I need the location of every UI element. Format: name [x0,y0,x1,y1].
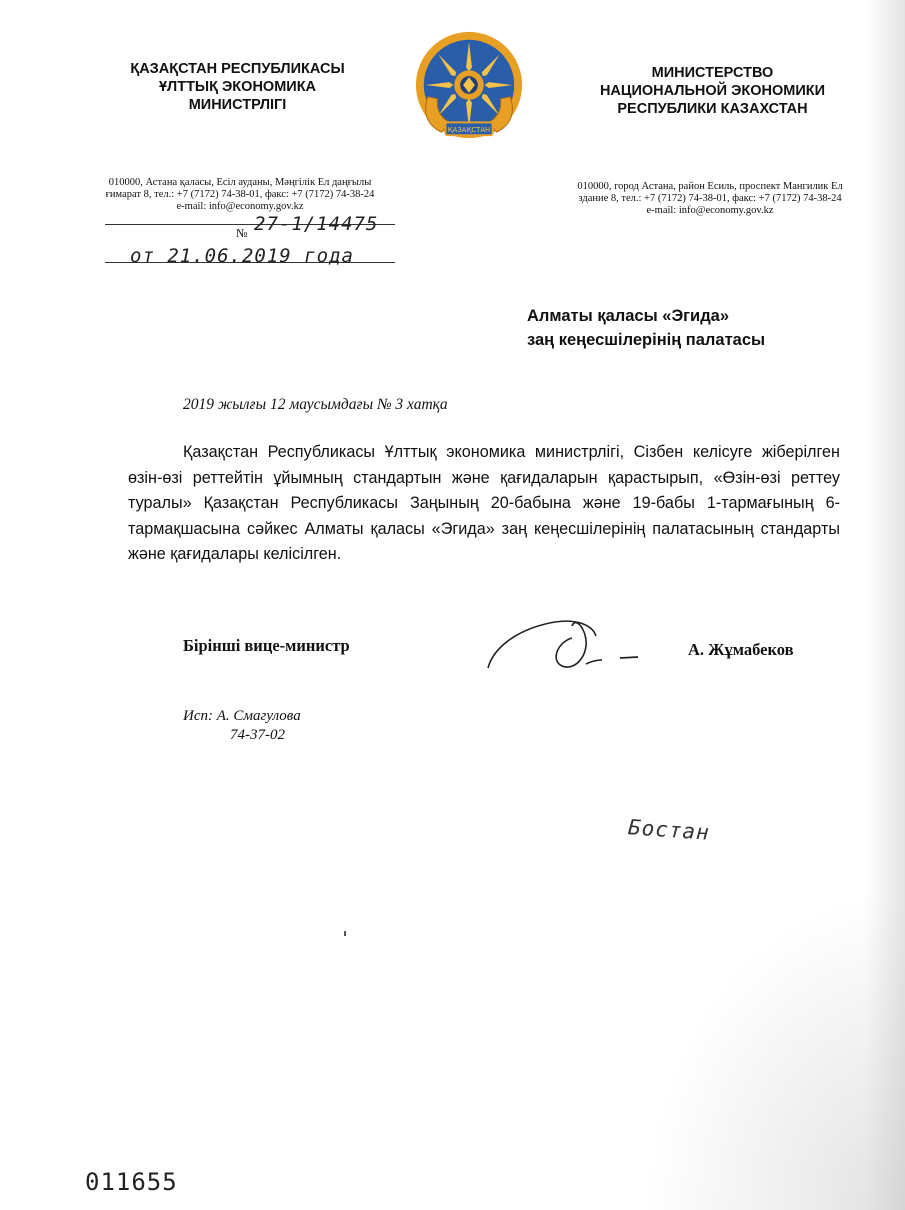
recipient-line: заң кеңесшілерінің палатасы [527,331,766,349]
address-ru-line: 010000, город Астана, район Есиль, проспект Мангилик Ел [577,181,843,192]
ministry-ru-line: НАЦИОНАЛЬНОЙ ЭКОНОМИКИ [599,83,826,99]
address-ru-line: e-mail: info@economy.gov.kz [646,205,774,216]
address-kz [70,177,410,213]
executor-phone: 74-37-02 [230,727,285,743]
address-ru-line: здание 8, тел.: +7 (7172) 74-38-01, факс: +7 (7172) 74-38-24 [578,193,842,204]
address-kz-line: 010000, Астана қаласы, Есіл ауданы, Мәңгілік Ел даңғылы [108,177,372,188]
executor-name: Исп: А. Смагулова [183,708,301,724]
ministry-ru-line: РЕСПУБЛИКИ КАЗАХСТАН [617,101,808,117]
recipient [527,304,765,352]
handwritten-note: Бостан [627,815,711,845]
emblem-label: ҚАЗАҚСТАН [447,126,491,135]
signatory-name: А. Жұмабеков [688,640,794,659]
reg-number-handwritten: 27-1/14475 [254,213,379,235]
reg-date-handwritten: от 21.06.2019 года [130,245,354,267]
ministry-kz-line: МИНИСТРЛІГІ [188,97,287,113]
serial-number: 011655 [85,1168,178,1196]
ministry-kz-line: ҚАЗАҚСТАН РЕСПУБЛИКАСЫ [130,61,345,77]
ministry-kz-line: ҰЛТТЫҚ ЭКОНОМИКА [158,79,317,95]
address-kz-line: ғимарат 8, тел.: +7 (7172) 74-38-01, факс: +7 (7172) 74-38-24 [105,189,375,200]
scan-shadow-bottom [645,890,905,1210]
signatory-title: Бірінші вице-министр [183,636,350,655]
ministry-name-ru [570,64,855,118]
address-kz-line: e-mail: info@economy.gov.kz [176,201,304,212]
address-ru [550,181,870,217]
reg-number-label: № [236,226,248,240]
ministry-ru-line: МИНИСТЕРСТВО [651,65,774,81]
executor-info [183,707,301,745]
letter-body: Қазақстан Республикасы Ұлттық экономика министрлігі, Сізбен келісуге жіберілген өзін-өзі реттейтін ұйымның стандартын және қағидаларын қарастырып, «Өзін-өзі реттеу туралы» Қазақстан Республикасы Заңының 20-бабына және 19-бабы 1-тармағының 6-тармақшасына сәйкес Алматы қаласы «Эгида» заң кеңесшілерінің палатасының стандарты және қағидалары келісілген. [128,443,840,563]
ministry-name-kz [95,60,380,114]
scan-speck [344,931,346,936]
state-emblem-icon [410,28,528,146]
recipient-line: Алматы қаласы «Эгида» [527,307,730,325]
reference-line: 2019 жылғы 12 маусымдағы № 3 хатқа [183,396,448,413]
signature-icon [480,606,660,686]
